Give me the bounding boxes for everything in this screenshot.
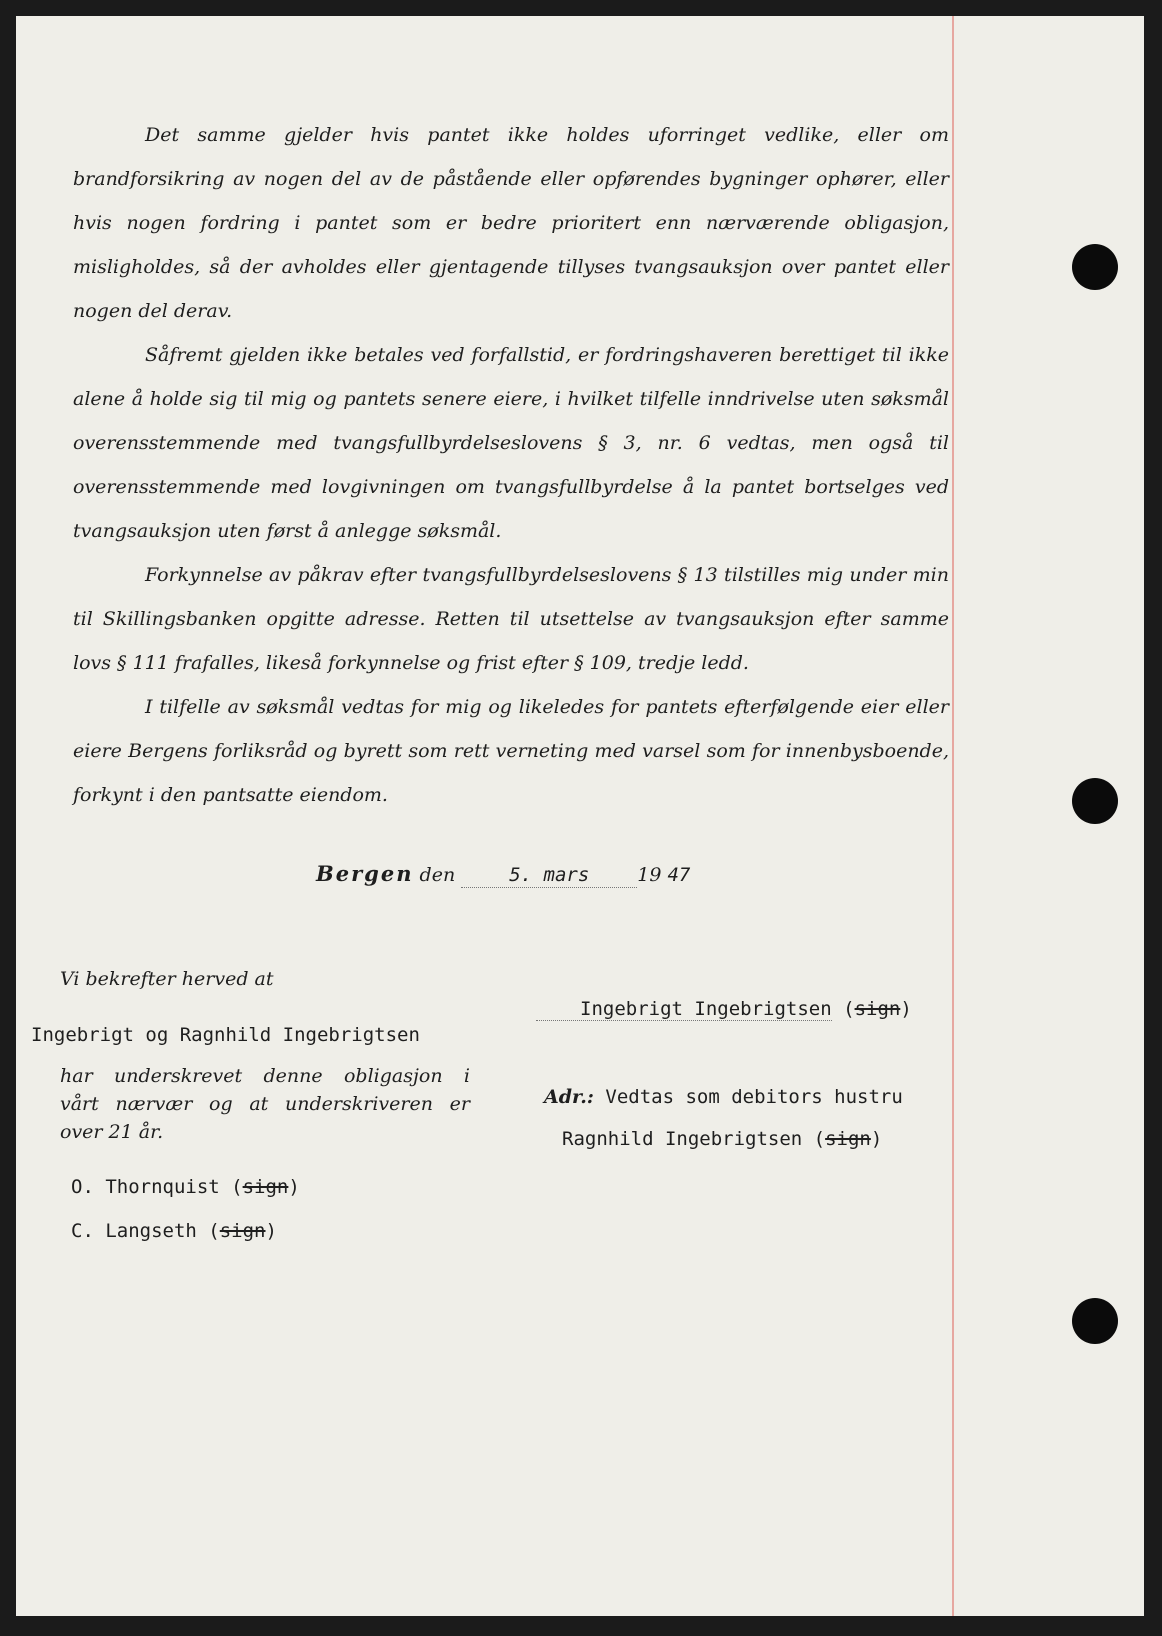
witness-sign: sign [242, 1176, 289, 1198]
spouse-prefix: Adr.: [544, 1086, 594, 1108]
paragraph-notice-clause: Forkynnelse av påkrav efter tvangsfullbyrdelseslovens § 13 tilstilles mig under min til Skillingsbanken opgitte adresse. Retten til utsettelse av tvangsauksjon efter samme lovs § 111 frafalles, likeså forkynnelse og frist efter § 109, tredje ledd. [73, 564, 949, 674]
confirmation-names: Ingebrigt og Ragnhild Ingebrigtsen [31, 1024, 420, 1046]
witness-name: O. Thornquist [71, 1176, 220, 1198]
spouse-sign: sign [825, 1128, 871, 1150]
date-year-suffix: 47 [667, 864, 691, 886]
confirmation-body-line: har underskrevet denne obligasjon i [60, 1065, 470, 1087]
debtor-name: Ingebrigt Ingebrigtsen [536, 998, 832, 1021]
date-year-prefix: 19 [637, 864, 662, 886]
debtor-sign: sign [854, 998, 901, 1020]
date-den: den [419, 864, 456, 886]
confirmation-body-line: vårt nærvær og at underskriveren er [60, 1093, 470, 1115]
witness-sign: sign [219, 1220, 266, 1242]
document-page [16, 16, 1144, 1616]
spouse-signature: Ragnhild Ingebrigtsen (sign) [562, 1128, 883, 1150]
punch-hole [1072, 778, 1118, 824]
paragraph-venue-clause: I tilfelle av søksmål vedtas for mig og likeledes for pantets efterfølgende eier eller eiere Bergens forliksråd og byrett som rett verneting med varsel som for innenbysboende, forkynt i den pantsatte eiendom. [73, 696, 949, 806]
date-day-month: 5. mars [461, 863, 637, 888]
confirmation-body-line: over 21 år. [60, 1121, 164, 1143]
witness-line: C. Langseth (sign) [71, 1220, 277, 1242]
paragraph-enforcement-clause: Såfremt gjelden ikke betales ved forfallstid, er fordringshaveren berettiget til ikke alene å holde sig til mig og pantets senere eiere, i hvilket tilfelle inndrivelse uten søksmål overensstemmende med tvangsfullbyrdelseslovens § 3, nr. 6 vedtas, men også til overensstemmende med lovgivningen om tvangsfullbyrdelse å la pantet bortselges ved tvangsauksjon uten først å anlegge søksmål. [73, 344, 949, 542]
confirmation-intro: Vi bekrefter herved at [60, 968, 274, 990]
punch-hole [1072, 244, 1118, 290]
spouse-text: Vedtas som debitors hustru [605, 1086, 903, 1108]
date-line [316, 859, 690, 890]
paragraph-default-clause: Det samme gjelder hvis pantet ikke holdes uforringet vedlike, eller om brandforsikring av nogen del av de påstående eller opførendes bygninger ophører, eller hvis nogen fordring i pantet som er bedre prioritert enn nærværende obligasjon, misligholdes, så der avholdes eller gjentagende tillyses tvangsauksjon over pantet eller nogen del derav. [73, 124, 949, 322]
spouse-consent [544, 1082, 903, 1112]
date-place: Bergen [316, 861, 414, 886]
punch-hole [1072, 1298, 1118, 1344]
witness-name: C. Langseth [71, 1220, 197, 1242]
witness-line: O. Thornquist (sign) [71, 1176, 300, 1198]
spouse-name: Ragnhild Ingebrigtsen [562, 1128, 803, 1150]
margin-rule [952, 16, 954, 1616]
confirmation-body [60, 1062, 470, 1146]
debtor-signature: Ingebrigt Ingebrigtsen (sign) [536, 994, 912, 1024]
